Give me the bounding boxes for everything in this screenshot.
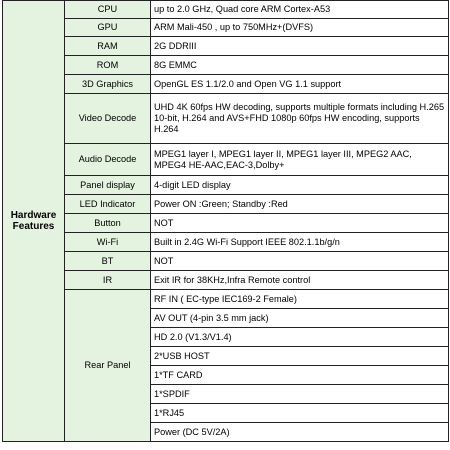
feature-value: Power ON :Green; Standby :Red — [151, 195, 449, 214]
table-row — [3, 195, 449, 214]
rear-panel-item: Power (DC 5V/2A) — [151, 423, 449, 442]
feature-value: NOT — [151, 252, 449, 271]
feature-label: ROM — [65, 56, 151, 75]
feature-value: 8G EMMC — [151, 56, 449, 75]
table-row — [3, 144, 449, 176]
table-row — [3, 252, 449, 271]
feature-value: up to 2.0 GHz, Quad core ARM Cortex-A53 — [151, 1, 449, 19]
feature-label: Panel display — [65, 176, 151, 195]
table-row — [3, 271, 449, 290]
table-row — [3, 75, 449, 94]
rear-panel-item: 1*SPDIF — [151, 385, 449, 404]
table-row — [3, 19, 449, 37]
feature-label: Video Decode — [65, 94, 151, 144]
rear-panel-item: 1*RJ45 — [151, 404, 449, 423]
table-row — [3, 1, 449, 19]
feature-label: RAM — [65, 37, 151, 56]
table-row — [3, 37, 449, 56]
feature-value: Built in 2.4G Wi-Fi Support IEEE 802.1.1b/g/n — [151, 233, 449, 252]
rear-panel-label: Rear Panel — [65, 290, 151, 442]
feature-label: Wi-Fi — [65, 233, 151, 252]
feature-value: Exit IR for 38KHz,Infra Remote control — [151, 271, 449, 290]
feature-value: ARM Mali-450 , up to 750MHz+(DVFS) — [151, 19, 449, 37]
feature-label: BT — [65, 252, 151, 271]
table-row — [3, 94, 449, 144]
table-row — [3, 233, 449, 252]
table-row — [3, 56, 449, 75]
table-row — [3, 290, 449, 309]
rear-panel-item: RF IN ( EC-type IEC169-2 Female) — [151, 290, 449, 309]
table-row — [3, 176, 449, 195]
feature-label: Button — [65, 214, 151, 233]
feature-label: LED Indicator — [65, 195, 151, 214]
feature-value: NOT — [151, 214, 449, 233]
feature-label: IR — [65, 271, 151, 290]
feature-value: UHD 4K 60fps HW decoding, supports multiple formats including H.265 10-bit, H.264 and AVS+FHD 1080p 60fps HW encoding, supports H.264 — [151, 94, 449, 144]
feature-label: Audio Decode — [65, 144, 151, 176]
table-row — [3, 214, 449, 233]
category-label: Hardware Features — [3, 1, 65, 442]
feature-label: 3D Graphics — [65, 75, 151, 94]
rear-panel-item: 1*TF CARD — [151, 366, 449, 385]
rear-panel-item: AV OUT (4-pin 3.5 mm jack) — [151, 309, 449, 328]
feature-label: GPU — [65, 19, 151, 37]
spec-sheet — [2, 0, 448, 450]
rear-panel-item: 2*USB HOST — [151, 347, 449, 366]
feature-label: CPU — [65, 1, 151, 19]
hardware-spec-table — [2, 0, 449, 442]
feature-value: OpenGL ES 1.1/2.0 and Open VG 1.1 support — [151, 75, 449, 94]
rear-panel-item: HD 2.0 (V1.3/V1.4) — [151, 328, 449, 347]
feature-value: MPEG1 layer I, MPEG1 layer II, MPEG1 layer III, MPEG2 AAC, MPEG4 HE-AAC,EAC-3,Dolby+ — [151, 144, 449, 176]
feature-value: 2G DDRIII — [151, 37, 449, 56]
feature-value: 4-digit LED display — [151, 176, 449, 195]
